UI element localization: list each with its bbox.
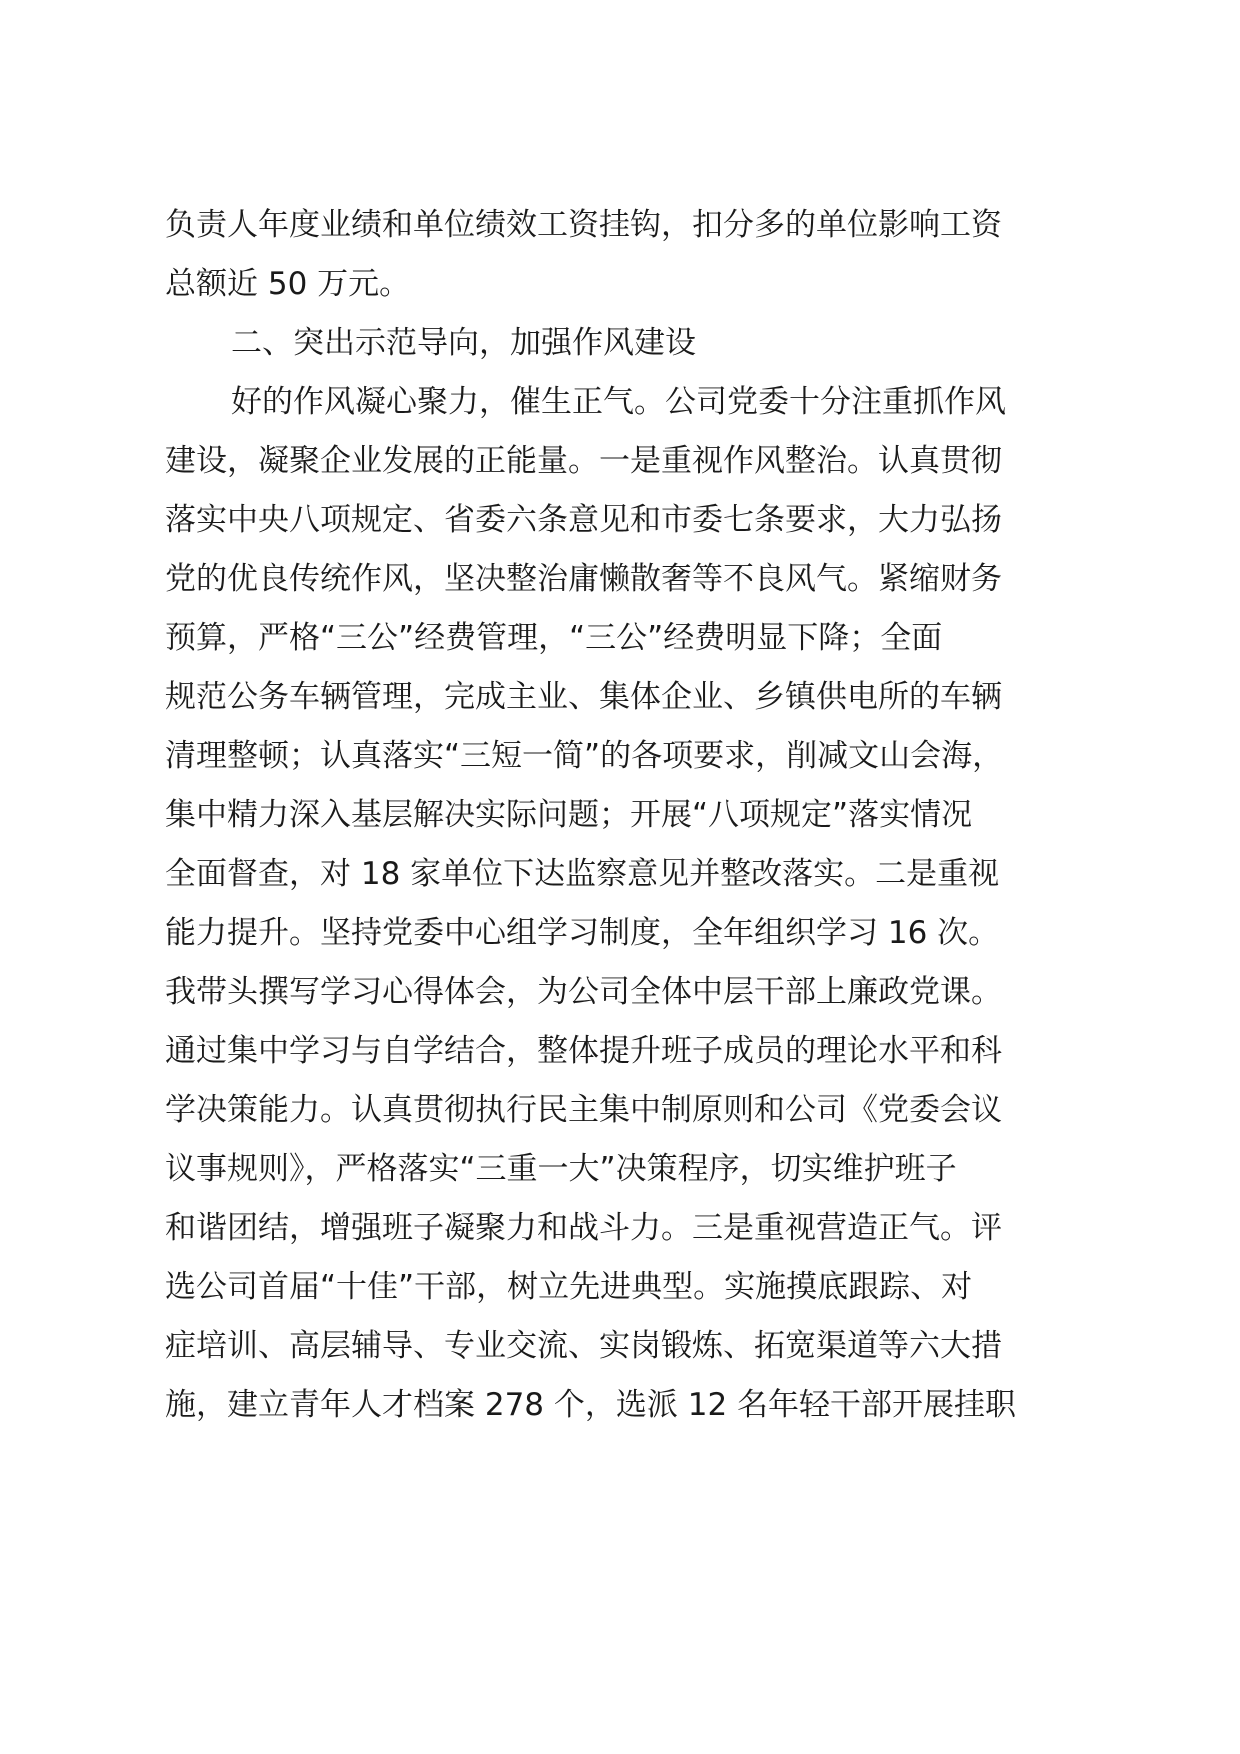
text-line: 落实中央八项规定、省委六条意见和市委七条要求，大力弘扬 [165, 502, 1002, 538]
text-line: 学决策能力。认真贯彻执行民主集中制原则和公司《党委会议 [165, 1092, 1002, 1128]
text-line: 清理整顿；认真落实“三短一简”的各项要求，削减文山会海， [165, 738, 1004, 774]
text-line: 能力提升。坚持党委中心组学习制度，全年组织学习 16 次。 [165, 915, 1000, 951]
text-line: 全面督查，对 18 家单位下达监察意见并整改落实。二是重视 [165, 856, 1000, 892]
text-line: 建设，凝聚企业发展的正能量。一是重视作风整治。认真贯彻 [165, 443, 1002, 479]
text-line: 我带头撰写学习心得体会，为公司全体中层干部上廉政党课。 [165, 974, 1002, 1010]
text-line: 选公司首届“十佳”干部，树立先进典型。实施摸底跟踪、对 [165, 1269, 973, 1305]
section-heading: 二、突出示范导向，加强作风建设 [231, 325, 696, 361]
text-line: 规范公务车辆管理，完成主业、集体企业、乡镇供电所的车辆 [165, 679, 1002, 715]
text-line: 党的优良传统作风，坚决整治庸懒散奢等不良风气。紧缩财务 [165, 561, 1002, 597]
text-line: 负责人年度业绩和单位绩效工资挂钩，扣分多的单位影响工资 [165, 207, 1002, 243]
text-line: 议事规则》，严格落实“三重一大”决策程序，切实维护班子 [165, 1151, 957, 1187]
text-line: 总额近 50 万元。 [165, 266, 411, 302]
text-line: 和谐团结，增强班子凝聚力和战斗力。三是重视营造正气。评 [165, 1210, 1002, 1246]
body-text [165, 196, 1085, 1435]
text-line: 集中精力深入基层解决实际问题；开展“八项规定”落实情况 [165, 797, 973, 833]
text-line: 通过集中学习与自学结合，整体提升班子成员的理论水平和科 [165, 1033, 1002, 1069]
text-line: 预算，严格“三公”经费管理，“三公”经费明显下降；全面 [165, 620, 943, 656]
paragraph-first-line: 好的作风凝心聚力，催生正气。公司党委十分注重抓作风 [231, 384, 1006, 420]
text-line: 施，建立青年人才档案 278 个，选派 12 名年轻干部开展挂职 [165, 1387, 1017, 1423]
text-line: 症培训、高层辅导、专业交流、实岗锻炼、拓宽渠道等六大措 [165, 1328, 1002, 1364]
